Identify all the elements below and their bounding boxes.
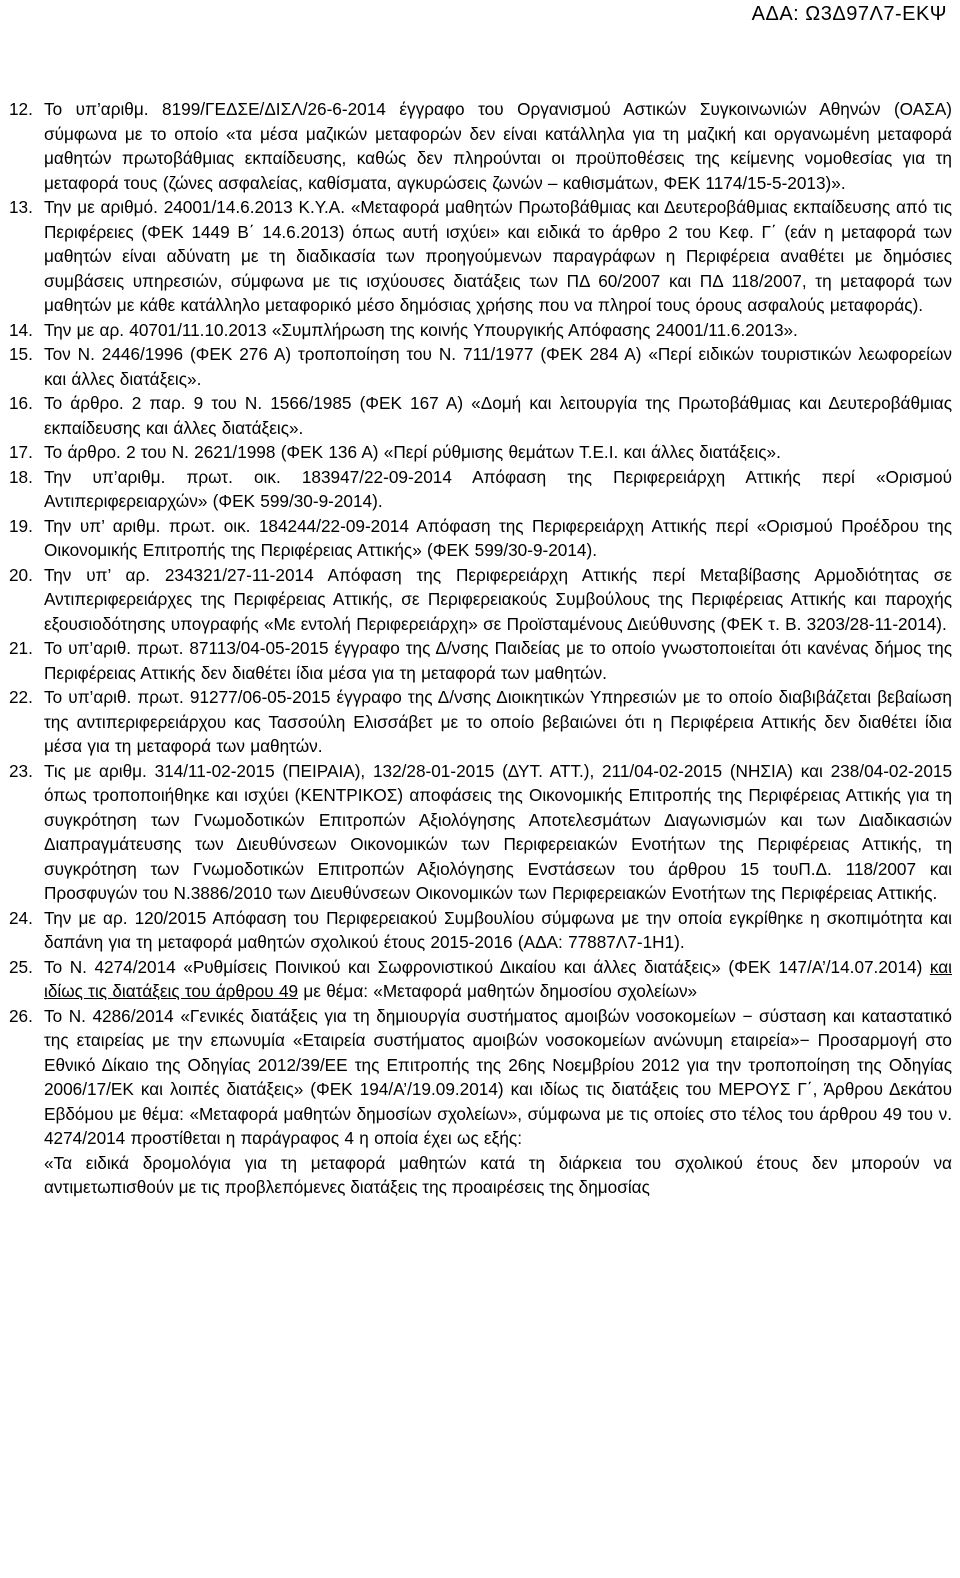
item-number: 13. [9, 197, 33, 217]
ada-code: ΑΔΑ: Ω3Δ97Λ7-ΕΚΨ [751, 3, 947, 25]
item-number: 20. [9, 564, 33, 585]
list-item [0, 955, 960, 1004]
item-text: Την με αρ. 120/2015 Απόφαση του Περιφερειακού Συμβουλίου σύμφωνα με την οποία εγκρίθηκε η σκοπιμότητα και δαπάνη για τη μεταφορά μαθητών σχολικού έτους 2015-2016 (ΑΔΑ: 77887Λ7-1Η1). [44, 907, 952, 952]
item-number: 25. [9, 956, 33, 977]
list-item [0, 465, 960, 514]
item-text-part: με θέμα: «Μεταφορά μαθητών δημοσίου σχολείων» [298, 981, 698, 1001]
item-text: Το Ν. 4286/2014 «Γενικές διατάξεις για τη δημιουργία συστήματος αμοιβών νοσοκομείων − σύσταση και καταστατικό της εταιρείας με την επωνυμία «Εταιρεία συστήματος αμοιβών νοσοκομείων ανώνυμη εταιρεία»− Προσαρμογή στο Εθνικό Δίκαιο της Οδηγίας 2012/39/ΕΕ της Επιτροπής της 26ης Νοεμβρίου 2012 για την τροποποίηση της Οδηγίας 2006/17/ΕΚ και λοιπές διατάξεις» (ΦΕΚ 194/Α’/19.09.2014) και ιδίως τις διατάξεις του ΜΕΡΟΥΣ Γ΄, Άρθρου Δεκάτου Εβδόμου με θέμα: «Μεταφορά μαθητών δημοσίων σχολείων», σύμφωνα με τις οποίες στο τέλος του άρθρου 49 του ν. 4274/2014 προστίθεται η παράγραφος 4 η οποία έχει ως εξής: [44, 1005, 952, 1148]
item-number: 12. [9, 99, 33, 119]
list-item [0, 97, 960, 195]
list-item [0, 906, 960, 955]
item-number: 17. [9, 442, 33, 462]
item-number: 15. [9, 344, 33, 364]
list-item [0, 759, 960, 906]
item-number: 14. [9, 319, 33, 340]
item-text: Την υπ’ αρ. 234321/27-11-2014 Απόφαση της Περιφερειάρχη Αττικής περί Μεταβίβασης Αρμοδιότητας σε Αντιπεριφερειάρχες της Περιφέρειας Αττικής, σε Περιφερειακούς Συμβούλους της Περιφέρειας Αττικής και παροχής εξουσιοδότησης υπογραφής «Με εντολή Περιφερειάρχη» σε Προϊσταμένους Διεύθυνσης (ΦΕΚ τ. Β. 3203/28-11-2014). [44, 564, 952, 634]
quoted-paragraph: «Τα ειδικά δρομολόγια για τη μεταφορά μαθητών κατά τη διάρκεια του σχολικού έτους δεν μπορούν να αντιμετωπισθούν με τις προβλεπόμενες διατάξεις της προαιρέσεις της δημοσίας [44, 1152, 952, 1197]
item-text: Τις με αριθμ. 314/11-02-2015 (ΠΕΙΡΑΙΑ), 132/28-01-2015 (ΔΥΤ. ΑΤΤ.), 211/04-02-2015 (ΝΗΣΙΑ) και 238/04-02-2015 όπως τροποποιήθηκε και ισχύει (ΚΕΝΤΡΙΚΟΣ) αποφάσεις της Οικονομικής Επιτροπής της Περιφέρειας Αττικής για τη συγκρότηση των Γνωμοδοτικών Επιτροπών Αξιολόγησης Αποτελεσμάτων Διαγωνισμών και των Διαδικασιών Διαπραγμάτευσης των Διευθύνσεων Οικονομικών των Περιφερειακών Ενοτήτων της Περιφέρειας Αττικής, τη συγκρότηση των Γνωμοδοτικών Επιτροπών Αξιολόγησης Ενστάσεων του άρθρου 15 τουΠ.Δ. 118/2007 και Προσφυγών του Ν.3886/2010 των Διευθύνσεων Οικονομικών των Περιφερειακών Ενοτήτων της Περιφέρειας Αττικής. [44, 760, 952, 903]
item-number: 18. [9, 466, 33, 487]
item-number: 16. [9, 393, 33, 413]
item-number: 19. [9, 515, 33, 536]
item-number: 22. [9, 687, 33, 707]
list-item [0, 563, 960, 637]
item-text: Το άρθρο. 2 παρ. 9 του Ν. 1566/1985 (ΦΕΚ 167 Α) «Δομή και λειτουργία της Πρωτοβάθμιας και Δευτεροβάθμιας εκπαίδευσης και άλλες διατάξεις». [44, 393, 952, 438]
item-text [44, 955, 952, 1004]
item-text: Την υπ’αριθμ. πρωτ. οικ. 183947/22-09-2014 Απόφαση της Περιφερειάρχη Αττικής περί «Ορισμού Αντιπεριφερειαρχών» (ΦΕΚ 599/30-9-2014). [44, 466, 952, 511]
list-item [0, 636, 960, 685]
list-item [0, 440, 960, 465]
item-number: 24. [9, 907, 33, 928]
document-body [0, 97, 960, 1200]
item-text: Την με αριθμό. 24001/14.6.2013 Κ.Υ.Α. «Μεταφορά μαθητών Πρωτοβάθμιας και Δευτεροβάθμιας εκπαίδευσης από τις Περιφέρειες (ΦΕΚ 1449 Β΄ 14.6.2013) όπως αυτή ισχύει» και ειδικά το άρθρο 2 του Κεφ. Γ΄ (εάν η μεταφορά των μαθητών είναι αδύνατη με τη διαδικασία των προηγούμενων παραγράφων η Περιφέρεια αναθέτει με δημόσιες συμβάσεις υπηρεσιών, σύμφωνα με τις ισχύουσες διατάξεις των ΠΔ 60/2007 και ΠΔ 118/2007, τη μεταφορά των μαθητών με κάθε κατάλληλο μεταφορικό μέσο δημόσιας χρήσης που να πληροί τους όρους ασφαλούς μεταφοράς). [44, 197, 952, 315]
item-text: Την υπ’ αριθμ. πρωτ. οικ. 184244/22-09-2014 Απόφαση της Περιφερειάρχη Αττικής περί «Ορισμού Προέδρου της Οικονομικής Επιτροπής της Περιφέρειας Αττικής» (ΦΕΚ 599/30-9-2014). [44, 515, 952, 560]
list-item [0, 391, 960, 440]
item-text: Τον Ν. 2446/1996 (ΦΕΚ 276 Α) τροποποίηση του Ν. 711/1977 (ΦΕΚ 284 Α) «Περί ειδικών τουριστικών λεωφορείων και άλλες διατάξεις». [44, 344, 952, 389]
list-item [0, 514, 960, 563]
item-text: Το υπ’αριθμ. 8199/ΓΕΔΣΕ/ΔΙΣΛ/26-6-2014 έγγραφο του Οργανισμού Αστικών Συγκοινωνιών Αθηνών (ΟΑΣΑ) σύμφωνα με το οποίο «τα μέσα μαζικών μεταφορών δεν είναι κατάλληλα για τη μαζική και οργανωμένη μεταφορά μαθητών πρωτοβάθμιας εκπαίδευσης, καθώς δεν πληρούνται οι προϋποθέσεις της κείμενης νομοθεσίας για τη μεταφορά τους (ζώνες ασφαλείας, καθίσματα, αγκυρώσεις ζωνών – καθισμάτων, ΦΕΚ 1174/15-5-2013)». [44, 99, 952, 193]
item-number: 23. [9, 760, 33, 781]
list-item [0, 342, 960, 391]
item-text: Το υπ’αριθ. πρωτ. 91277/06-05-2015 έγγραφο της Δ/νσης Διοικητικών Υπηρεσιών με το οποίο διαβιβάζεται βεβαίωση της αντιπεριφερειάρχου κας Τασσούλη Ελισσάβετ με το οποίο βεβαιώνει ότι η Περιφέρεια Αττικής δεν διαθέτει ίδια μέσα για τη μεταφορά των μαθητών. [44, 687, 952, 756]
item-text: Το άρθρο. 2 του Ν. 2621/1998 (ΦΕΚ 136 Α) «Περί ρύθμισης θεμάτων Τ.Ε.Ι. και άλλες διατάξεις». [44, 442, 781, 462]
item-number: 26. [9, 1005, 33, 1026]
item-text-part: Το Ν. 4274/2014 «Ρυθμίσεις Ποινικού και Σωφρονιστικού Δικαίου και άλλες διατάξεις» (ΦΕΚ 147/Α’/14.07.2014) [44, 956, 930, 977]
list-item [0, 1004, 960, 1151]
item-number: 21. [9, 638, 33, 658]
list-item [0, 318, 960, 343]
item-text: Το υπ’αριθ. πρωτ. 87113/04-05-2015 έγγραφο της Δ/νσης Παιδείας με το οποίο γνωστοποιείται ότι κανένας δήμος της Περιφέρειας Αττικής δεν διαθέτει ίδια μέσα για τη μεταφορά των μαθητών. [44, 638, 952, 683]
item-text: Την με αρ. 40701/11.10.2013 «Συμπλήρωση της κοινής Υπουργικής Απόφασης 24001/11.6.2013». [44, 319, 798, 340]
underlined-reference: και ιδίως τις διατάξεις του άρθρου 49 [44, 956, 952, 1001]
list-item [0, 195, 960, 318]
list-item [0, 685, 960, 759]
